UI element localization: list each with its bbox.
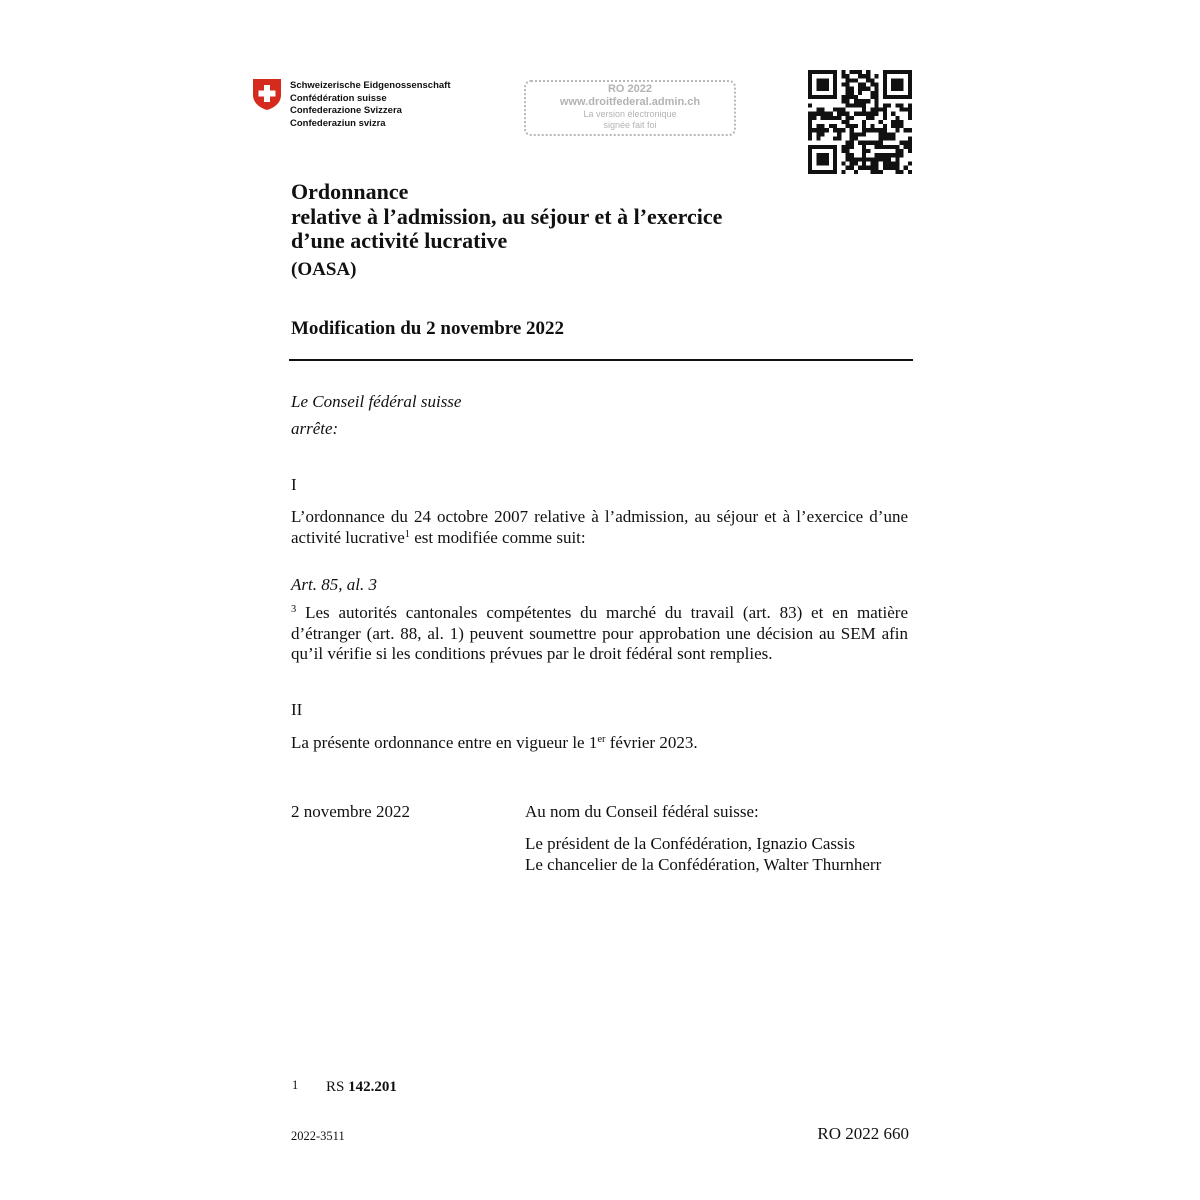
preamble-authority: Le Conseil fédéral suisse <box>291 392 462 411</box>
footnote-prefix: RS <box>326 1079 349 1095</box>
section-1-text-end: est modifiée comme suit: <box>410 527 586 547</box>
footer-ro-reference: RO 2022 660 <box>817 1124 909 1143</box>
stamp-url: www.droitfederal.admin.ch <box>559 96 701 108</box>
section-1-text <box>291 507 908 548</box>
title-abbreviation: (OASA) <box>291 259 357 280</box>
article-paragraph-text: Les autorités cantonales compétentes du marché du travail (art. 83) et en matière d’étranger (art. 88, al. 1) peuvent soumettre pour approbation une décision au SEM afin qu’il vérifie si les conditions prévues par le droit fédéral sont remplies. <box>291 603 908 663</box>
section-2-text <box>291 733 698 754</box>
swiss-cross-shield-icon <box>252 78 282 111</box>
confederation-name-rm: Confederaziun svizra <box>290 117 386 129</box>
document-title <box>291 180 722 254</box>
paragraph-number: 3 <box>291 604 297 615</box>
title-line-2: relative à l’admission, au séjour et à l’exercice <box>291 203 723 229</box>
confederation-name-de: Schweizerische Eidgenossenschaft <box>290 80 451 91</box>
title-line-3: d’une activité lucrative <box>291 228 508 253</box>
footnote-reference[interactable]: 1 <box>404 528 410 540</box>
section-number-2: II <box>291 700 303 719</box>
footer-document-id: 2022-3511 <box>291 1129 345 1143</box>
section-number-1: I <box>291 475 297 494</box>
footnote-reference-number[interactable]: 142.201 <box>348 1079 397 1095</box>
section-1-text-main: L’ordonnance du 24 octobre 2007 relative à l’admission, au séjour et à l’exercice d’une activité lucrative <box>291 507 908 547</box>
qr-code-icon <box>808 70 912 174</box>
title-divider <box>289 359 913 361</box>
signature-date: 2 novembre 2022 <box>291 802 410 821</box>
footnote-number: 1 <box>292 1078 299 1092</box>
signature-on-behalf: Au nom du Conseil fédéral suisse: <box>525 802 759 821</box>
footnote-text <box>326 1079 397 1096</box>
modification-date: Modification du 2 novembre 2022 <box>291 318 565 339</box>
title-line-1: Ordonnance <box>291 179 409 204</box>
article-heading: Art. 85, al. 3 <box>291 575 377 594</box>
stamp-ro: RO 2022 <box>607 83 653 95</box>
stamp-note-2: signée fait foi <box>603 120 657 130</box>
confederation-name-it: Confederazione Svizzera <box>290 105 402 116</box>
stamp-note-1: La version électronique <box>583 109 677 119</box>
ordinal-superscript: er <box>597 734 606 745</box>
preamble-decree: arrête: <box>291 419 339 438</box>
electronic-signature-stamp <box>524 80 736 136</box>
signature-president: Le président de la Confédération, Ignazio Cassis <box>525 834 855 853</box>
confederation-names <box>290 80 451 130</box>
article-paragraph <box>291 603 908 665</box>
section-2-text-end: février 2023. <box>605 733 698 752</box>
signature-chancellor: Le chancelier de la Confédération, Walter Thurnherr <box>525 855 882 874</box>
section-2-text-main: La présente ordonnance entre en vigueur le 1 <box>291 733 598 752</box>
confederation-name-fr: Confédération suisse <box>290 92 387 104</box>
